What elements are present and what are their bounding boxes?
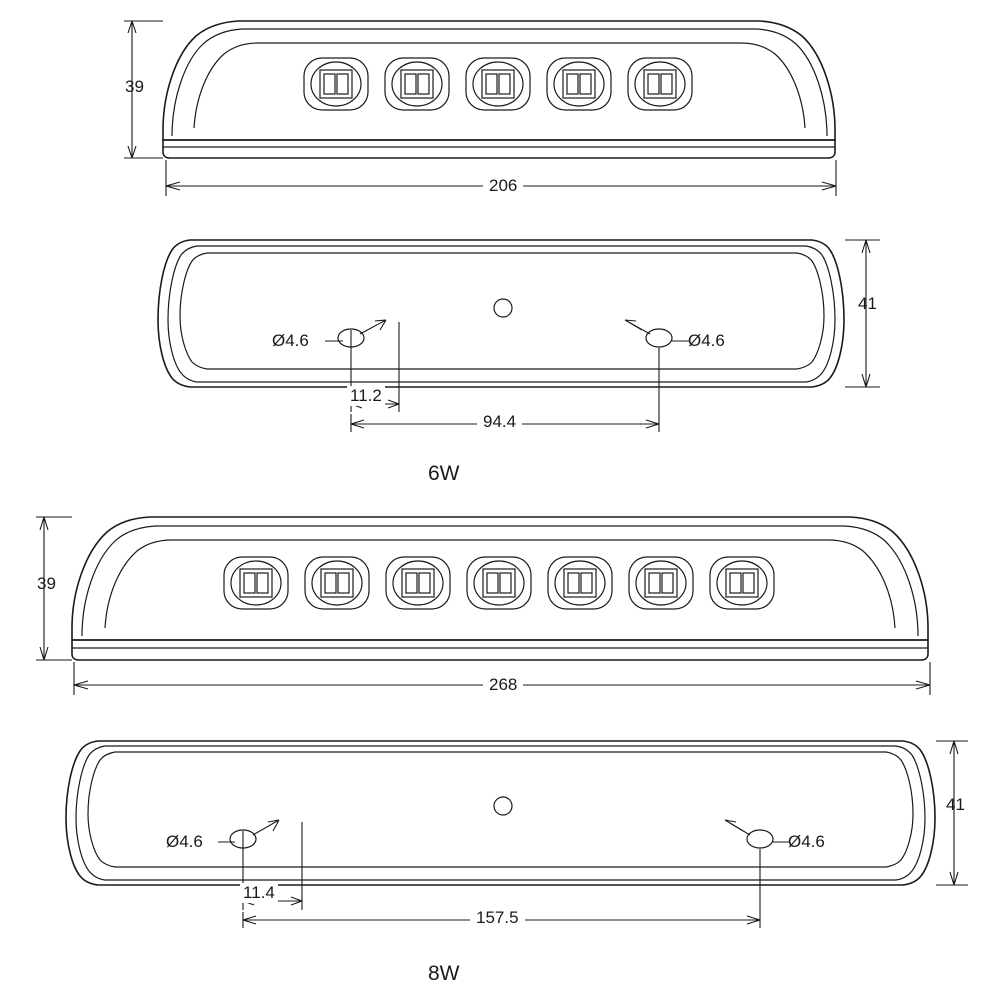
led-module (466, 58, 530, 110)
dim-label-8w-front-height: 39 (37, 574, 56, 593)
model-label-8w: 8W (428, 962, 460, 985)
mount-hole-right-8w (747, 830, 773, 848)
led-array-8w (224, 557, 774, 609)
led-module (547, 58, 611, 110)
view-6w-back (158, 240, 880, 432)
dim-label-8w-hole-right: Ø4.6 (788, 832, 825, 851)
led-module (548, 557, 612, 609)
view-8w-front (36, 517, 930, 695)
dim-label-6w-back-height: 41 (858, 294, 877, 313)
led-array-6w (304, 58, 692, 110)
dim-label-6w-hole-spacing: 94.4 (477, 412, 522, 432)
led-module (386, 557, 450, 609)
led-module (304, 58, 368, 110)
led-module (467, 557, 531, 609)
dim-label-6w-front-width: 206 (483, 176, 523, 196)
dim-label-8w-back-height: 41 (946, 795, 965, 814)
model-label-6w: 6W (428, 462, 460, 485)
dim-label-8w-edge-offset: 11.4 (240, 883, 278, 903)
led-module (628, 58, 692, 110)
dim-label-6w-edge-offset: 11.2 (347, 386, 385, 406)
led-module (629, 557, 693, 609)
led-module (710, 557, 774, 609)
center-hole-8w (494, 797, 512, 815)
mount-hole-right-6w (646, 329, 672, 347)
led-module (305, 557, 369, 609)
center-hole-6w (494, 299, 512, 317)
dim-label-8w-hole-left: Ø4.6 (166, 832, 203, 851)
dim-label-6w-hole-left: Ø4.6 (272, 331, 309, 350)
dim-label-8w-hole-spacing: 157.5 (470, 908, 525, 928)
dim-label-6w-front-height: 39 (125, 77, 144, 96)
dim-label-6w-hole-right: Ø4.6 (688, 331, 725, 350)
dim-label-8w-front-width: 268 (483, 675, 523, 695)
view-6w-front (124, 21, 836, 196)
led-module (385, 58, 449, 110)
led-module (224, 557, 288, 609)
